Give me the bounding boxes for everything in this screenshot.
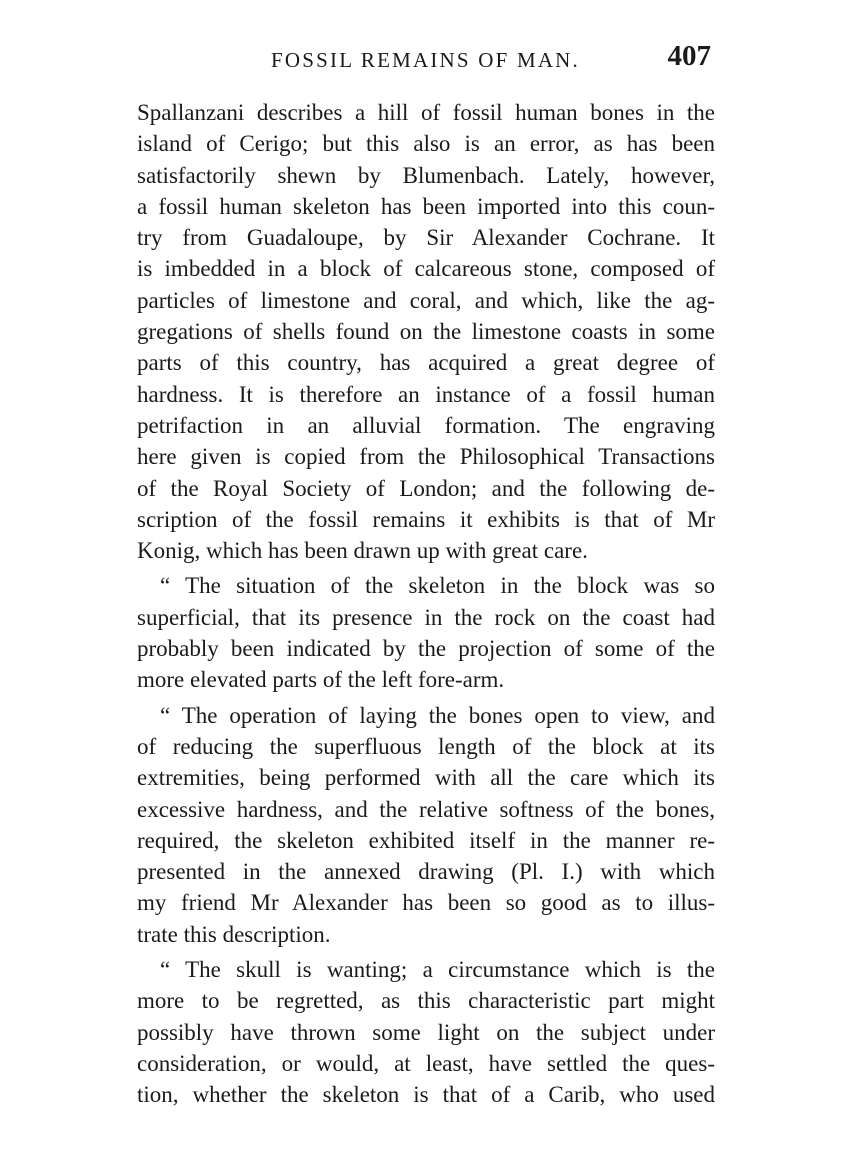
text-line: here given is copied from the Philosophical Transactions xyxy=(137,444,715,470)
paragraph xyxy=(137,97,715,566)
running-head xyxy=(137,40,715,80)
text-line: presented in the annexed drawing (Pl. I.) with which xyxy=(137,859,715,885)
text-line: petrifaction in an alluvial formation. The engraving xyxy=(137,412,715,438)
text-line: Spallanzani describes a hill of fossil human bones in the xyxy=(137,100,715,125)
text-line: possibly have thrown some light on the subject under xyxy=(137,1019,715,1045)
text-line: scription of the fossil remains it exhibits is that of Mr xyxy=(137,506,715,532)
body-text xyxy=(137,97,715,1115)
text-line: island of Cerigo; but this also is an error, as has been xyxy=(137,131,715,157)
text-line: try from Guadaloupe, by Sir Alexander Cochrane. It xyxy=(137,225,715,251)
text-line: more to be regretted, as this characteristic part might xyxy=(137,988,715,1014)
text-line: superficial, that its presence in the rock on the coast had xyxy=(137,604,715,630)
text-line: particles of limestone and coral, and which, like the ag- xyxy=(137,287,715,313)
text-line: trate this description. xyxy=(137,921,331,947)
paragraph xyxy=(137,954,715,1110)
text-line: required, the skeleton exhibited itself in the manner re- xyxy=(137,827,715,853)
text-line: “ The skull is wanting; a circumstance which is the xyxy=(160,957,715,983)
text-line: probably been indicated by the projection of some of the xyxy=(137,636,715,662)
running-title: FOSSIL REMAINS OF MAN. xyxy=(271,48,581,72)
paragraph xyxy=(137,700,715,950)
text-line: hardness. It is therefore an instance of a fossil human xyxy=(137,381,715,407)
text-line: Konig, which has been drawn up with great care. xyxy=(137,538,588,564)
text-line: consideration, or would, at least, have settled the ques- xyxy=(137,1050,715,1076)
text-line: of the Royal Society of London; and the following de- xyxy=(137,475,715,501)
text-line: tion, whether the skeleton is that of a Carib, who used xyxy=(137,1082,715,1108)
text-line: excessive hardness, and the relative softness of the bones, xyxy=(137,796,715,822)
text-line: “ The situation of the skeleton in the block was so xyxy=(160,573,715,599)
text-line: “ The operation of laying the bones open to view, and xyxy=(160,702,715,728)
text-line: more elevated parts of the left fore-arm. xyxy=(137,667,505,693)
text-line: parts of this country, has acquired a great degree of xyxy=(137,350,715,376)
text-line: of reducing the superfluous length of the block at its xyxy=(137,733,715,759)
paragraph xyxy=(137,570,715,695)
text-line: is imbedded in a block of calcareous stone, composed of xyxy=(137,256,715,282)
text-line: satisfactorily shewn by Blumenbach. Lately, however, xyxy=(137,162,715,188)
text-line: a fossil human skeleton has been imported into this coun- xyxy=(137,193,715,219)
text-line: my friend Mr Alexander has been so good as to illus- xyxy=(137,890,715,916)
text-line: extremities, being performed with all the care which its xyxy=(137,765,715,791)
page-number: 407 xyxy=(667,40,711,72)
text-line: gregations of shells found on the limestone coasts in some xyxy=(137,319,715,345)
